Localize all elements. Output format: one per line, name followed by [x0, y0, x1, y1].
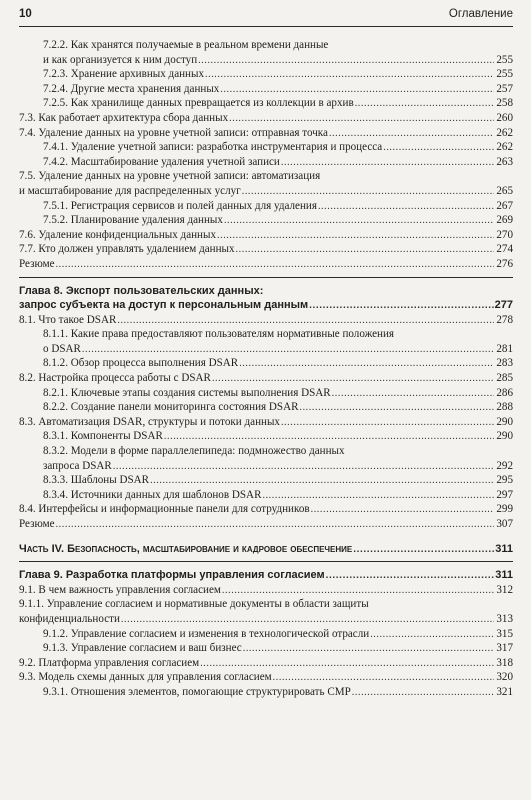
toc-entry[interactable] — [19, 342, 513, 357]
spacer — [19, 532, 513, 542]
toc-page-number: 292 — [496, 459, 513, 472]
dot-leader — [326, 569, 494, 584]
toc-entry-title: 7.5. Удаление данных на уровне учетной записи: автоматизация — [19, 170, 321, 183]
toc-page-number: 269 — [496, 214, 513, 227]
toc-entry[interactable] — [19, 228, 513, 243]
toc-page-number: 290 — [496, 415, 513, 428]
dot-leader — [82, 343, 494, 358]
dot-leader — [222, 584, 494, 599]
toc-entry-title: конфиденциальности — [19, 612, 120, 625]
toc-page-number: 299 — [496, 503, 513, 516]
toc-entry[interactable] — [19, 386, 513, 401]
toc-entry[interactable] — [19, 140, 513, 155]
dot-leader — [239, 357, 494, 372]
toc-entry[interactable] — [19, 429, 513, 444]
toc-entry-title: 7.4.2. Масштабирование удаления учетной записи — [43, 155, 280, 168]
toc-page-number: 276 — [496, 257, 513, 270]
dot-leader — [220, 83, 494, 98]
dot-leader — [281, 416, 494, 431]
toc-page-number: 286 — [496, 386, 513, 399]
toc-entry[interactable] — [19, 38, 513, 53]
toc-page-number: 313 — [496, 612, 513, 625]
table-of-contents — [19, 38, 513, 700]
dot-leader — [273, 671, 494, 686]
dot-leader — [224, 214, 494, 229]
toc-entry-title: 7.2.2. Как хранятся получаемые в реальном времени данные — [43, 39, 329, 51]
toc-entry-title: 9.1.1. Управление согласием и нормативные документы в области защиты — [19, 598, 369, 611]
toc-entry[interactable] — [19, 111, 513, 126]
toc-entry[interactable] — [19, 459, 513, 474]
dot-leader — [262, 489, 494, 504]
toc-entry-title: 9.3.1. Отношения элементов, помогающие структурировать CMP — [43, 685, 351, 698]
dot-leader — [355, 97, 494, 112]
toc-page-number: 281 — [496, 342, 513, 355]
toc-entry-title: 8.4. Интерфейсы и информационные панели для сотрудников — [19, 503, 310, 516]
toc-entry-title: 7.2.4. Другие места хранения данных — [43, 82, 220, 95]
toc-page-number: 318 — [496, 656, 513, 669]
dot-leader — [212, 372, 494, 387]
toc-entry[interactable] — [19, 169, 513, 184]
dot-leader — [229, 112, 494, 127]
toc-entry[interactable] — [19, 242, 513, 257]
toc-entry[interactable] — [19, 82, 513, 97]
toc-page-number: 262 — [496, 141, 513, 154]
toc-page-number: 321 — [496, 685, 513, 698]
dot-leader — [217, 229, 494, 244]
dot-leader — [200, 657, 494, 672]
toc-entry[interactable] — [19, 400, 513, 415]
toc-entry[interactable] — [19, 257, 513, 272]
toc-entry-title: 8.2. Настройка процесса работы с DSAR — [19, 372, 211, 385]
page-number: 10 — [19, 8, 32, 20]
toc-entry-title: 9.2. Платформа управления согласием — [19, 656, 200, 669]
toc-entry-title: 8.1. Что такое DSAR — [19, 313, 117, 326]
dot-leader — [243, 642, 494, 657]
toc-entry-title: Часть IV. Безопасность, масштабирование и кадровое обеспечение — [19, 542, 353, 555]
toc-entry-title: запрос субъекта на доступ к персональным данным — [19, 299, 309, 312]
toc-page-number: 285 — [496, 372, 513, 385]
dot-leader — [242, 185, 494, 200]
toc-entry-title: 9.1.2. Управление согласием и изменения в технологической отрасли — [43, 627, 370, 640]
toc-page-number: 288 — [496, 401, 513, 414]
toc-entry-title: 7.2.3. Хранение архивных данных — [43, 68, 204, 81]
toc-entry-title: 7.5.2. Планирование удаления данных — [43, 214, 223, 227]
page-header — [19, 4, 513, 27]
toc-page-number: 290 — [496, 430, 513, 443]
toc-entry-title: Резюме — [19, 518, 55, 530]
toc-entry[interactable] — [19, 641, 513, 656]
toc-entry[interactable] — [19, 670, 513, 685]
toc-entry-title: 7.4. Удаление данных на уровне учетной записи: отправная точка — [19, 126, 328, 139]
toc-entry[interactable] — [19, 53, 513, 68]
toc-entry-title: 8.3. Автоматизация DSAR, структуры и потоки данных — [19, 415, 280, 428]
dot-leader — [205, 68, 494, 83]
dot-leader — [56, 518, 494, 533]
toc-page-number: 307 — [496, 518, 513, 530]
toc-page-number: 257 — [496, 82, 513, 95]
toc-entry[interactable] — [19, 327, 513, 342]
toc-entry[interactable] — [19, 568, 513, 583]
toc-entry-title: 7.3. Как работает архитектура сбора данных — [19, 111, 229, 124]
toc-entry[interactable] — [19, 656, 513, 671]
dot-leader — [309, 299, 493, 314]
toc-entry-title: 9.3. Модель схемы данных для управления согласием — [19, 671, 272, 684]
toc-page-number: 267 — [496, 199, 513, 212]
toc-entry-title: Глава 9. Разработка платформы управления согласием — [19, 569, 325, 582]
toc-entry[interactable] — [19, 371, 513, 386]
toc-entry[interactable] — [19, 298, 513, 313]
dot-leader — [236, 243, 494, 258]
toc-entry-title: 9.1.3. Управление согласием и ваш бизнес — [43, 642, 242, 655]
toc-entry[interactable] — [19, 488, 513, 503]
toc-entry[interactable] — [19, 583, 513, 598]
toc-entry[interactable] — [19, 284, 513, 299]
toc-page-number: 277 — [494, 299, 513, 312]
toc-entry[interactable] — [19, 612, 513, 627]
toc-entry-title: Глава 8. Экспорт пользовательских данных: — [19, 284, 264, 297]
toc-entry-title: 7.5.1. Регистрация сервисов и полей данных для удаления — [43, 199, 317, 212]
toc-entry-title: 8.2.2. Создание панели мониторинга состояния DSAR — [43, 401, 299, 414]
toc-entry[interactable] — [19, 184, 513, 199]
toc-entry[interactable] — [19, 627, 513, 642]
toc-entry[interactable] — [19, 597, 513, 612]
dot-leader — [370, 628, 494, 643]
dot-leader — [117, 314, 494, 329]
dot-leader — [318, 200, 494, 215]
toc-page-number: 320 — [496, 671, 513, 684]
dot-leader — [353, 543, 494, 558]
toc-entry[interactable] — [19, 199, 513, 214]
toc-page-number: 295 — [496, 474, 513, 487]
chapter-divider — [19, 277, 513, 278]
dot-leader — [164, 430, 494, 445]
dot-leader — [198, 54, 494, 69]
toc-entry-title: 8.3.4. Источники данных для шаблонов DSAR — [43, 488, 262, 501]
dot-leader — [332, 387, 494, 402]
toc-entry-title: 7.2.5. Как хранилище данных превращается из коллекции в архив — [43, 97, 354, 110]
toc-entry-title: и как организуется к ним доступ — [43, 53, 198, 66]
chapter-divider — [19, 561, 513, 562]
toc-page-number: 311 — [495, 542, 513, 555]
toc-page-number: 311 — [495, 569, 513, 582]
toc-page-number: 258 — [496, 97, 513, 110]
toc-entry-title: Резюме — [19, 257, 55, 270]
toc-page-number: 262 — [496, 126, 513, 139]
toc-entry[interactable] — [19, 685, 513, 700]
toc-entry[interactable] — [19, 473, 513, 488]
toc-page-number: 255 — [496, 53, 513, 66]
toc-entry-title: 7.4.1. Удаление учетной записи: разработка инструментария и процесса — [43, 141, 383, 154]
toc-page-number: 312 — [496, 583, 513, 596]
toc-entry-title: 8.1.1. Какие права предоставляют пользователям нормативные положения — [43, 328, 395, 341]
toc-entry-title: и масштабирование для распределенных услуг — [19, 184, 241, 197]
dot-leader — [150, 474, 494, 489]
toc-entry-title: 7.7. Кто должен управлять удалением данных — [19, 243, 235, 256]
toc-entry[interactable] — [19, 67, 513, 82]
toc-page-number: 270 — [496, 228, 513, 241]
section-title: Оглавление — [448, 8, 513, 20]
toc-page-number: 317 — [496, 642, 513, 655]
dot-leader — [121, 613, 494, 628]
toc-entry-title: 8.3.2. Модели в форме параллелепипеда: подмножество данных — [43, 445, 345, 458]
toc-page-number: 263 — [496, 155, 513, 168]
dot-leader — [352, 686, 494, 701]
toc-entry[interactable] — [19, 542, 513, 557]
toc-page-number: 255 — [496, 68, 513, 81]
toc-entry[interactable] — [19, 96, 513, 111]
toc-entry-title: 8.3.1. Компоненты DSAR — [43, 430, 163, 443]
dot-leader — [311, 503, 494, 518]
toc-page-number: 315 — [496, 627, 513, 640]
toc-entry-title: 8.3.3. Шаблоны DSAR — [43, 474, 150, 487]
dot-leader — [113, 460, 494, 475]
toc-entry[interactable] — [19, 356, 513, 371]
toc-entry[interactable] — [19, 213, 513, 228]
toc-entry-title: 9.1. В чем важность управления согласием — [19, 583, 221, 596]
toc-page-number: 283 — [496, 357, 513, 370]
toc-page-number: 260 — [496, 111, 513, 124]
toc-entry-title: 7.6. Удаление конфиденциальных данных — [19, 228, 216, 241]
toc-entry-title: запроса DSAR — [43, 459, 112, 472]
toc-entry[interactable] — [19, 155, 513, 170]
toc-entry[interactable] — [19, 444, 513, 459]
toc-page-number: 274 — [496, 243, 513, 256]
toc-page-number: 297 — [496, 488, 513, 501]
toc-entry[interactable] — [19, 517, 513, 532]
toc-page-number: 265 — [496, 184, 513, 197]
dot-leader — [56, 258, 494, 273]
toc-entry-title: о DSAR — [43, 342, 81, 355]
toc-entry[interactable] — [19, 313, 513, 328]
toc-entry[interactable] — [19, 502, 513, 517]
toc-entry[interactable] — [19, 415, 513, 430]
toc-entry-title: 8.1.2. Обзор процесса выполнения DSAR — [43, 357, 239, 370]
dot-leader — [383, 141, 494, 156]
dot-leader — [281, 156, 494, 171]
toc-page-number: 278 — [496, 313, 513, 326]
dot-leader — [329, 127, 494, 142]
toc-entry[interactable] — [19, 126, 513, 141]
toc-entry-title: 8.2.1. Ключевые этапы создания системы выполнения DSAR — [43, 386, 331, 399]
dot-leader — [299, 401, 494, 416]
